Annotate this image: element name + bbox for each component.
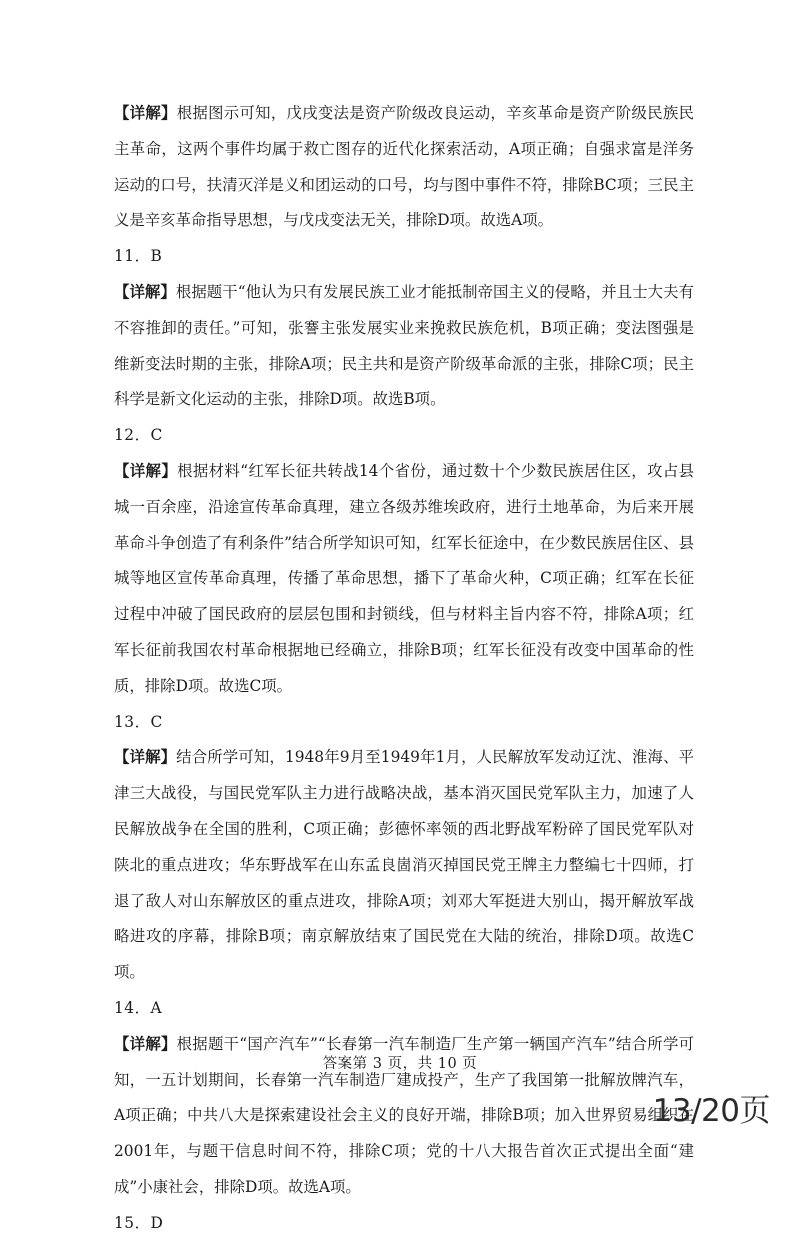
explanation-text: 根据题干“他认为只有发展民族工业才能抵制帝国主义的侵略，并且士大夫有不容推卸的责任。”可知，张謇主张发展实业来挽救民族危机，B项正确；变法图强是维新变法时期的主张，排除A项；民主共和是资产阶级革命派的主张，排除C项；民主科学是新文化运动的主张，排除D项。故选B项。 bbox=[114, 282, 694, 409]
explanation-text: 根据材料“红军长征共转战14个省份，通过数十个少数民族居住区，攻占县城一百余座，沿途宣传革命真理，建立各级苏维埃政府，进行土地革命，为后来开展革命斗争创造了有利条件”结合所学知识可知，红军长征途中，在少数民族居住区、县城等地区宣传革命真理，传播了革命思想，播下了革命火种，C项正确；红军在长征过程中冲破了国民政府的层层包围和封锁线，但与材料主旨内容不符，排除A项；红军长征前我国农村革命根据地已经确立，排除B项；红军长征没有改变中国革命的性质，排除D项。故选C项。 bbox=[114, 461, 694, 695]
explanation-tag: 【详解】 bbox=[114, 104, 177, 122]
explanation-text: 根据题干“国产汽车”“长春第一汽车制造厂生产第一辆国产汽车”结合所学可知，一五计划期间，长春第一汽车制造厂建成投产，生产了我国第一批解放牌汽车，A项正确；中共八大是探索建设社会主义的良好开端，排除B项；加入世界贸易组织在2001年，与题干信息时间不符，排除C项；党的十八大报告首次正式提出全面“建成”小康社会，排除D项。故选A项。 bbox=[114, 1034, 694, 1196]
explanation-text: 结合所学可知，1948年9月至1949年1月，人民解放军发动辽沈、淮海、平津三大战役，与国民党军队主力进行战略决战，基本消灭国民党军队主力，加速了人民解放战争在全国的胜利，C项正确；彭德怀率领的西北野战军粉碎了国民党军队对陕北的重点进攻；华东野战军在山东孟良崮消灭掉国民党王牌主力整编七十四师，打退了敌人对山东解放区的重点进攻，排除A项；刘邓大军挺进大别山，揭开解放军战略进攻的序幕，排除B项；南京解放结束了国民党在大陆的统治，排除D项。故选C项。 bbox=[114, 748, 694, 982]
explanation-paragraph bbox=[114, 454, 694, 705]
explanation-paragraph bbox=[114, 275, 694, 418]
question-answer: 13．C bbox=[114, 712, 163, 731]
explanation-text: 根据图示可知，戊戌变法是资产阶级改良运动，辛亥革命是资产阶级民族民主革命，这两个事件均属于救亡图存的近代化探索活动，A项正确；自强求富是洋务运动的口号，扶清灭洋是义和团运动的口号，均与图中事件不符，排除BC项；三民主义是辛亥革命指导思想，与戊戌变法无关，排除D项。故选A项。 bbox=[114, 104, 694, 230]
explanation-tag: 【详解】 bbox=[114, 461, 178, 480]
question-answer: 12．C bbox=[114, 426, 163, 445]
explanation-tag: 【详解】 bbox=[114, 748, 177, 767]
explanation-paragraph bbox=[114, 96, 694, 239]
viewer-page-indicator: 13/20页 bbox=[652, 1093, 770, 1129]
page-footer: 答案第 3 页，共 10 页 bbox=[322, 1056, 478, 1072]
explanation-tag: 【详解】 bbox=[114, 1034, 177, 1053]
question-answer: 11．B bbox=[114, 247, 163, 266]
explanation-paragraph bbox=[114, 740, 694, 991]
question-answer: 15．D bbox=[114, 1213, 164, 1232]
question-answer: 14．A bbox=[114, 998, 163, 1017]
explanation-tag: 【详解】 bbox=[114, 282, 176, 301]
